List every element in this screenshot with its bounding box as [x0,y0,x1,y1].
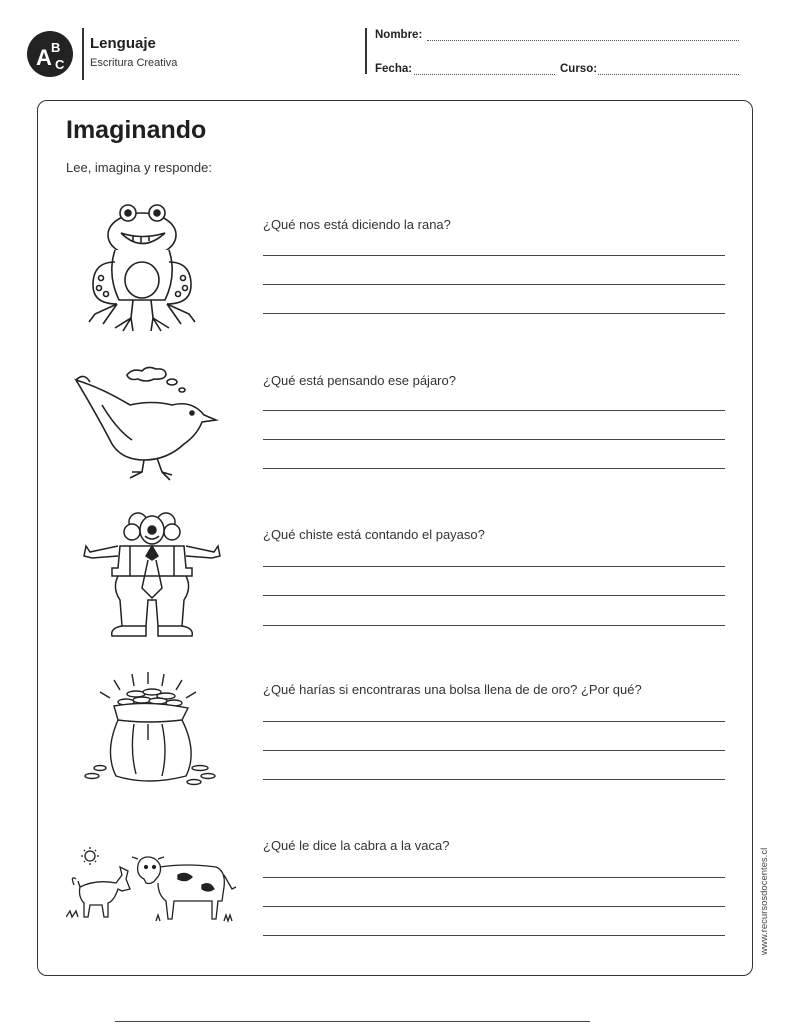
logo-letter-c: C [55,57,65,72]
answer-line[interactable] [263,877,725,878]
site-credit: www.recursosdocentes.cl [759,847,770,955]
logo-letter-b: B [51,40,61,55]
header-divider [82,28,84,80]
question-5-text: ¿Qué le dice la cabra a la vaca? [263,838,450,853]
bird-drawing [72,360,222,485]
question-1-text: ¿Qué nos está diciendo la rana? [263,217,451,232]
answer-line[interactable] [263,284,725,285]
answer-line[interactable] [263,935,725,936]
fecha-field[interactable] [414,74,555,75]
answer-line[interactable] [263,410,725,411]
answer-line[interactable] [263,779,725,780]
subject-title: Lenguaje [90,35,156,52]
worksheet-instruction: Lee, imagina y responde: [66,160,212,175]
abc-logo [26,30,74,78]
worksheet-title: Imaginando [66,116,207,144]
question-2-text: ¿Qué está pensando ese pájaro? [263,373,456,388]
question-4-text: ¿Qué harías si encontraras una bolsa llena de de oro? ¿Por qué? [263,682,642,697]
footer-rule [115,1021,590,1022]
answer-line[interactable] [263,595,725,596]
answer-line[interactable] [263,313,725,314]
subject-subtitle: Escritura Creativa [90,57,178,69]
frog-drawing [85,200,200,335]
goat-and-cow-drawing [66,845,242,925]
answer-line[interactable] [263,566,725,567]
answer-line[interactable] [263,750,725,751]
gold-bag-drawing [78,672,220,790]
answer-line[interactable] [263,468,725,469]
answer-line[interactable] [263,439,725,440]
fields-divider [365,28,367,74]
clown-drawing [82,508,222,643]
curso-field[interactable] [598,74,739,75]
nombre-label: Nombre: [375,29,423,41]
curso-label: Curso: [560,63,598,75]
nombre-field[interactable] [427,40,739,41]
answer-line[interactable] [263,625,725,626]
fecha-label: Fecha: [375,63,413,75]
question-3-text: ¿Qué chiste está contando el payaso? [263,527,485,542]
answer-line[interactable] [263,721,725,722]
logo-letter-a: A [36,45,52,70]
answer-line[interactable] [263,906,725,907]
answer-line[interactable] [263,255,725,256]
